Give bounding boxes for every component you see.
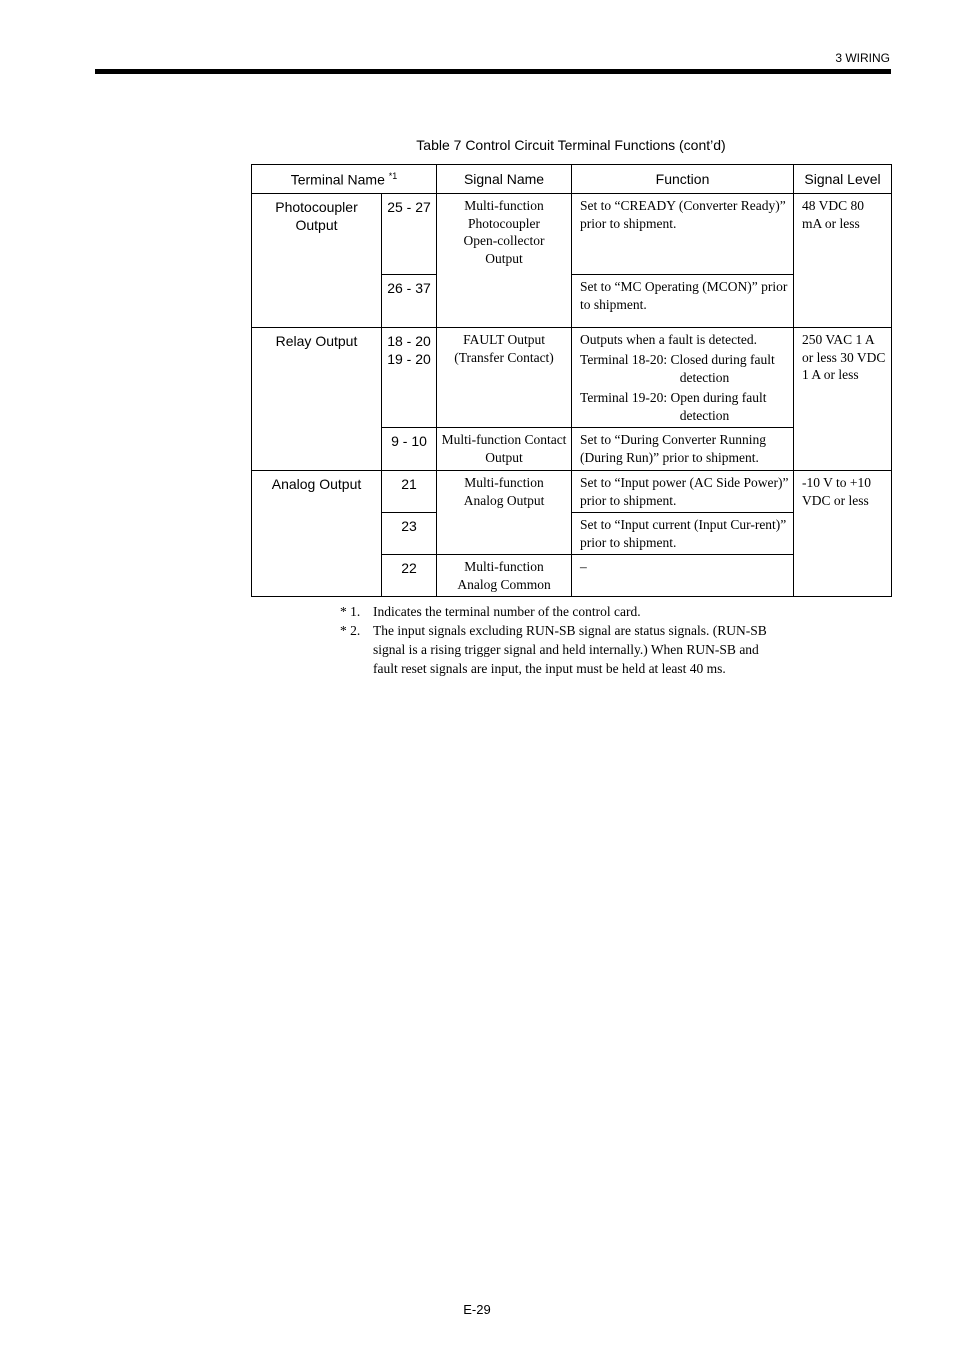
function-line: Outputs when a fault is detected. bbox=[580, 332, 757, 347]
signal-level: 250 VAC 1 A or less 30 VDC 1 A or less bbox=[794, 328, 892, 471]
footnote bbox=[340, 602, 780, 621]
table-row bbox=[252, 328, 892, 428]
header-signal-level: Signal Level bbox=[794, 165, 892, 194]
terminal-functions-table bbox=[251, 164, 892, 597]
table-row bbox=[252, 194, 892, 275]
terminal-number: 26 - 37 bbox=[382, 275, 437, 328]
table-header-row bbox=[252, 165, 892, 194]
terminal-number: 18 - 20 bbox=[387, 333, 431, 349]
group-name-analog: Analog Output bbox=[252, 471, 382, 597]
signal-name: Multi-function Analog Output bbox=[437, 471, 572, 555]
function-text: Set to “Input current (Input Cur-rent)” prior to shipment. bbox=[572, 513, 794, 555]
function-text: Set to “Input power (AC Side Power)” prior to shipment. bbox=[572, 471, 794, 513]
header-rule bbox=[95, 69, 891, 74]
function-text: – bbox=[572, 555, 794, 597]
terminal-number: 19 - 20 bbox=[387, 351, 431, 367]
function-line: Terminal 19-20: Open during fault bbox=[580, 390, 767, 405]
signal-name: Multi-function Analog Common bbox=[437, 555, 572, 597]
function-text: Set to “CREADY (Converter Ready)” prior to shipment. bbox=[572, 194, 794, 275]
function-line: Terminal 18-20: Closed during fault bbox=[580, 352, 775, 367]
table-caption: Table 7 Control Circuit Terminal Functions (cont’d) bbox=[416, 137, 726, 153]
function-text: Set to “During Converter Running (During Run)” prior to shipment. bbox=[572, 428, 794, 471]
signal-name: Multi-function Photocoupler Open-collector Output bbox=[437, 194, 572, 328]
terminal-number: 22 bbox=[382, 555, 437, 597]
footnote-mark: * 2. bbox=[340, 623, 361, 638]
footnotes bbox=[340, 602, 780, 678]
function-line: detection bbox=[679, 370, 730, 385]
footnote-mark: * 1. bbox=[340, 604, 361, 619]
header-terminal-name-label: Terminal Name bbox=[290, 171, 385, 188]
terminal-number: 25 - 27 bbox=[382, 194, 437, 275]
function-text: Set to “MC Operating (MCON)” prior to shipment. bbox=[572, 275, 794, 328]
header-signal-name: Signal Name bbox=[437, 165, 572, 194]
table-row bbox=[252, 471, 892, 513]
terminal-number: 9 - 10 bbox=[382, 428, 437, 471]
footnote-text: Indicates the terminal number of the control card. bbox=[373, 604, 641, 619]
signal-name: Multi-function Contact Output bbox=[437, 428, 572, 471]
group-name-relay: Relay Output bbox=[252, 328, 382, 471]
function-text bbox=[572, 328, 794, 428]
header-function: Function bbox=[572, 165, 794, 194]
function-line: detection bbox=[679, 408, 730, 423]
signal-name: FAULT Output (Transfer Contact) bbox=[437, 328, 572, 428]
footnote-text: The input signals excluding RUN-SB signal are status signals. (RUN-SB signal is a rising trigger signal and held internally.) When RUN-SB and fault reset signals are input, the input must be held at least 40 ms. bbox=[373, 623, 767, 676]
terminal-number: 23 bbox=[382, 513, 437, 555]
terminal-number: 21 bbox=[382, 471, 437, 513]
signal-level: 48 VDC 80 mA or less bbox=[794, 194, 892, 328]
group-name-photocoupler: Photocoupler Output bbox=[252, 194, 382, 328]
page-number: E-29 bbox=[463, 1302, 491, 1317]
header-terminal-name-footnote: *1 bbox=[388, 170, 398, 181]
terminal-numbers bbox=[382, 328, 437, 428]
header-terminal-name bbox=[252, 165, 437, 194]
signal-level: -10 V to +10 VDC or less bbox=[794, 471, 892, 597]
section-header: 3 WIRING bbox=[835, 51, 890, 65]
footnote bbox=[340, 621, 780, 678]
